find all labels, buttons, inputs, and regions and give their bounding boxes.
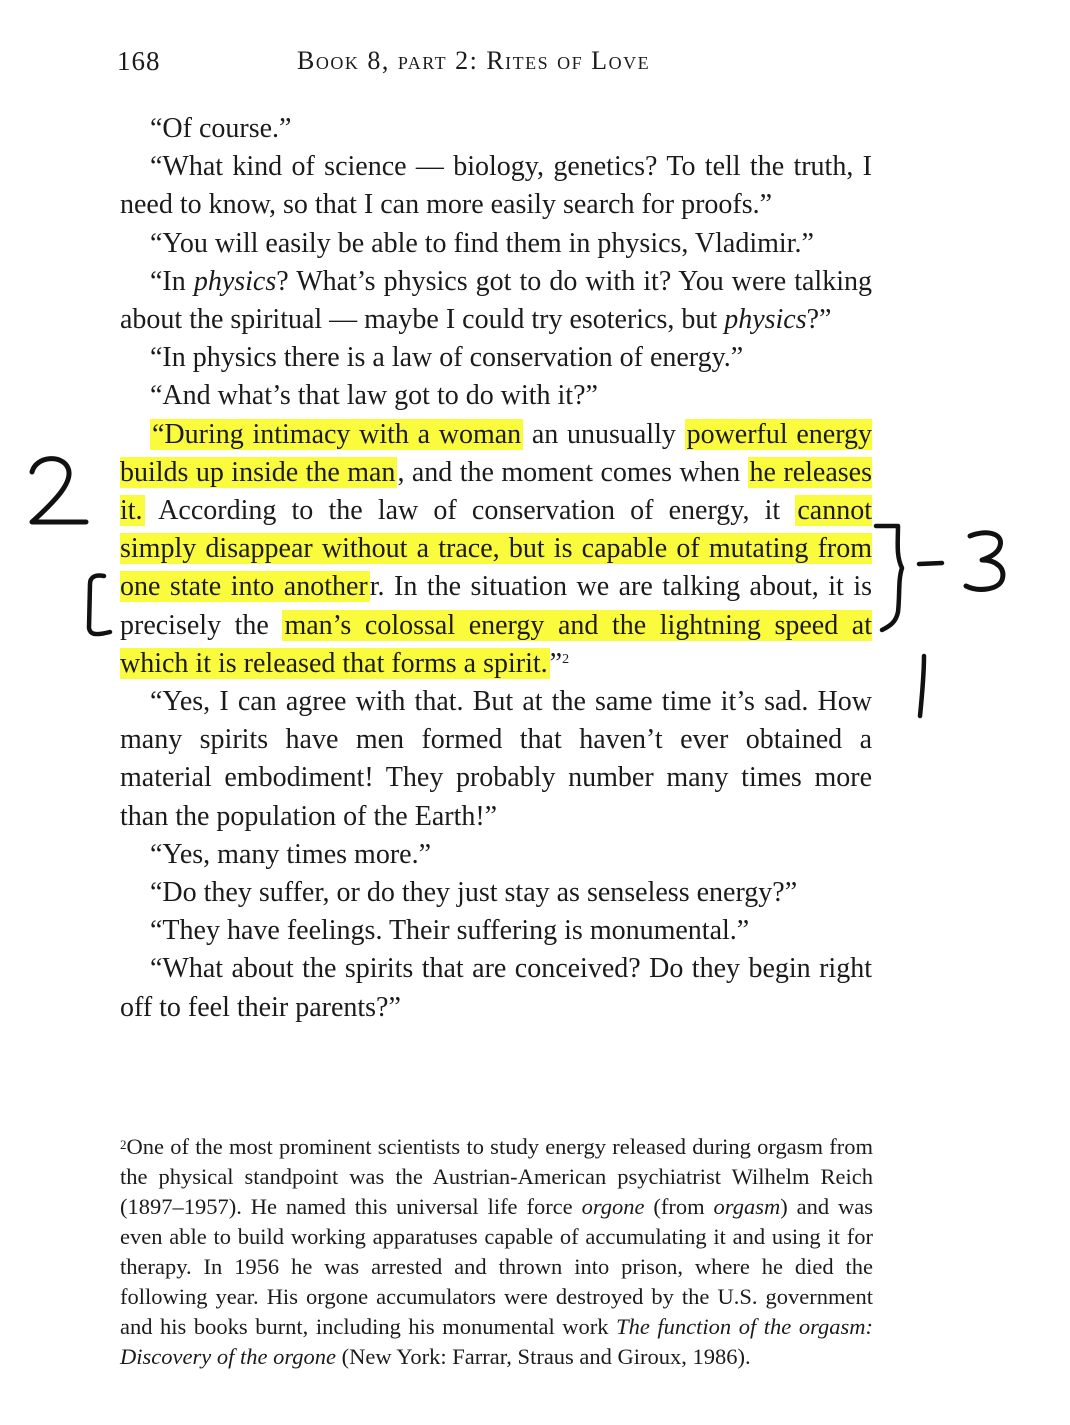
- highlight: cannot simply disappear without a trace, but is capable of mutating from one state into another: [120, 495, 872, 603]
- left-bracket: [80, 570, 120, 640]
- footnote-marker: 2: [120, 1137, 127, 1152]
- right-bracket: [868, 522, 928, 642]
- paragraph: “Of course.”: [150, 113, 292, 144]
- page-header: [0, 46, 1070, 86]
- highlight: man’s colossal energy and the lightning speed at which it is released that forms a spirit.: [120, 609, 872, 679]
- paragraph: “What about the spirits that are conceived? Do they begin right off to feel their parents?”: [120, 953, 872, 1023]
- paragraph: “Yes, I can agree with that. But at the same time it’s sad. How many spirits have men formed that haven’t ever obtained a material embodiment! They probably number many times more than the population of the Earth!”: [120, 686, 872, 832]
- italic-word: physics: [724, 304, 807, 336]
- footnote: $^2$One of the most prominent scientists to study energy released during orgasm from the physical standpoint was the Austrian-American psychiatrist Wilhelm Reich (1897–1957). He named this universal life force orgone (from orgasm) and was even able to build working apparatuses capable of accumulating it and using it for therapy. In 1956 he was arrested and thrown into prison, where he died the following year. His orgone accumulators were destroyed by the U.S. government and his books burnt, including his monumental work The function of the orgasm: Discovery of the orgone (New York: Farrar, Straus and Giroux, 1986).: [120, 1134, 873, 1369]
- paragraph: “In physics there is a law of conservation of energy.”: [150, 342, 744, 374]
- paragraph: “They have feelings. Their suffering is monumental.”: [150, 915, 750, 947]
- dash-mark: [916, 554, 946, 574]
- paragraph: “Yes, many times more.”: [150, 838, 431, 870]
- highlight: powerful energy builds up inside the man: [120, 418, 873, 488]
- paragraph: “In physics? What’s physics got to do with it? You were talking about the spiritual — maybe I could try esoterics, but physics?”: [120, 265, 872, 336]
- highlight: he releases it.: [120, 456, 872, 527]
- page-number: 168: [117, 46, 161, 76]
- italic-word: physics: [193, 265, 277, 297]
- handwritten-number-2: [24, 450, 104, 530]
- paragraph: “You will easily be able to find them in physics, Vladimir.”: [150, 227, 814, 259]
- handwritten-number-3: [960, 528, 1020, 598]
- paragraph: “Do they suffer, or do they just stay as senseless energy?”: [150, 877, 798, 909]
- footnote-ref: 2: [562, 651, 570, 667]
- paragraph: “What kind of science — biology, genetics? To tell the truth, I need to know, so that I can more easily search for proofs.”: [120, 151, 872, 221]
- highlight: “During intimacy with a woman: [152, 418, 522, 450]
- paragraph: “And what’s that law got to do with it?”: [150, 380, 598, 412]
- highlighted-paragraph: “During intimacy with a woman an unusually powerful energy builds up inside the man, and the moment comes when he releases it. According to the law of conservation of energy, it cannot simply disappear without a trace, but is capable of mutating from one state into anotherr. In the situation we are talking about, it is precisely the man’s colossal energy and the lightning speed at which it is released that forms a spirit.”$^2$: [120, 418, 873, 679]
- body-text: [120, 110, 872, 1027]
- running-title: Book 8, part 2: Rites of Love: [297, 46, 651, 75]
- handwritten-number-1: [908, 652, 938, 722]
